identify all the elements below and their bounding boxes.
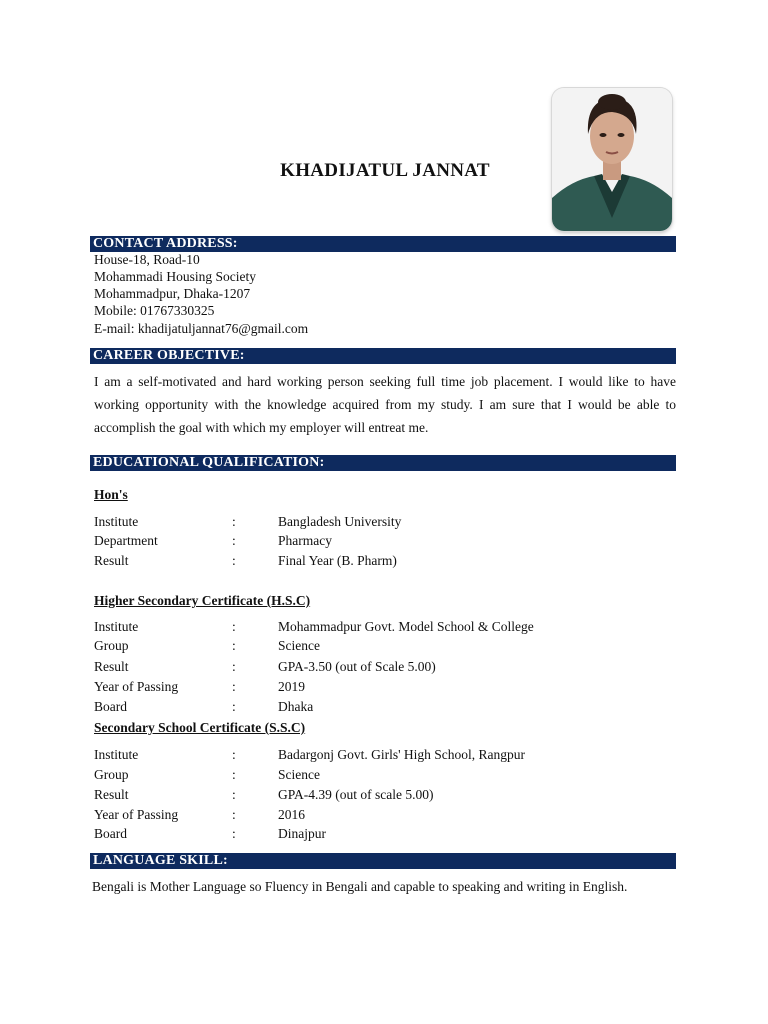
row-key: Result (94, 787, 129, 802)
table-row (94, 638, 676, 656)
row-sep: : (232, 747, 236, 762)
candidate-name: KHADIJATUL JANNAT (280, 160, 490, 181)
objective-heading: CAREER OBJECTIVE: (90, 348, 676, 364)
row-value: Pharmacy (278, 533, 332, 548)
email-line: E-mail: khadijatuljannat76@gmail.com (94, 321, 309, 336)
row-key: Group (94, 638, 129, 653)
table-row (94, 807, 676, 825)
row-sep: : (232, 787, 236, 802)
row-value: Badargonj Govt. Girls' High School, Rangpur (278, 747, 526, 762)
row-value: Dinajpur (278, 826, 326, 841)
table-row (94, 659, 676, 677)
ssc-title: Secondary School Certificate (S.S.C) (94, 720, 306, 735)
row-value: Science (278, 638, 320, 653)
hsc-title: Higher Secondary Certificate (H.S.C) (94, 593, 311, 608)
row-sep: : (232, 807, 236, 822)
profile-photo-illustration (552, 88, 672, 231)
row-sep: : (232, 659, 236, 674)
row-value: 2019 (278, 679, 305, 694)
row-value: 2016 (278, 807, 305, 822)
row-sep: : (232, 699, 236, 714)
table-row (94, 619, 676, 637)
table-row (94, 826, 676, 844)
row-key: Group (94, 767, 129, 782)
table-row (94, 679, 676, 697)
language-heading: LANGUAGE SKILL: (90, 853, 676, 869)
language-text: Bengali is Mother Language so Fluency in Bengali and capable to speaking and writing in English. (92, 879, 628, 894)
table-row (94, 787, 676, 805)
row-key: Year of Passing (94, 807, 179, 822)
row-sep: : (232, 638, 236, 653)
profile-photo (552, 88, 672, 231)
mobile-line: Mobile: 01767330325 (94, 303, 215, 318)
row-sep: : (232, 619, 236, 634)
row-key: Institute (94, 619, 139, 634)
table-row (94, 533, 676, 551)
row-key: Board (94, 699, 127, 714)
row-value: Science (278, 767, 320, 782)
row-key: Institute (94, 747, 139, 762)
row-value: Bangladesh University (278, 514, 402, 529)
address-line-3: Mohammadpur, Dhaka-1207 (94, 286, 251, 301)
row-key: Year of Passing (94, 679, 179, 694)
row-sep: : (232, 553, 236, 568)
address-line-2: Mohammadi Housing Society (94, 269, 256, 284)
row-sep: : (232, 679, 236, 694)
row-value: Dhaka (278, 699, 314, 714)
row-sep: : (232, 826, 236, 841)
hons-title: Hon's (94, 487, 128, 502)
row-value: Final Year (B. Pharm) (278, 553, 397, 568)
address-line-1: House-18, Road-10 (94, 252, 200, 267)
table-row (94, 747, 676, 765)
table-row (94, 514, 676, 532)
row-value: Mohammadpur Govt. Model School & College (278, 619, 534, 634)
table-row (94, 699, 676, 717)
table-row (94, 553, 676, 571)
row-key: Result (94, 659, 129, 674)
objective-text: I am a self-motivated and hard working person seeking full time job placement. I would like to have working opportunity with the knowledge acquired from my study. I am sure that I would be able to accomplish the goal with which my employer will entreat me. (94, 374, 676, 435)
row-key: Result (94, 553, 129, 568)
row-sep: : (232, 514, 236, 529)
education-heading: EDUCATIONAL QUALIFICATION: (90, 455, 676, 471)
contact-heading: CONTACT ADDRESS: (90, 236, 676, 252)
row-sep: : (232, 533, 236, 548)
row-sep: : (232, 767, 236, 782)
row-value: GPA-4.39 (out of scale 5.00) (278, 787, 434, 802)
row-key: Board (94, 826, 127, 841)
row-key: Department (94, 533, 158, 548)
table-row (94, 767, 676, 785)
row-value: GPA-3.50 (out of Scale 5.00) (278, 659, 436, 674)
row-key: Institute (94, 514, 139, 529)
